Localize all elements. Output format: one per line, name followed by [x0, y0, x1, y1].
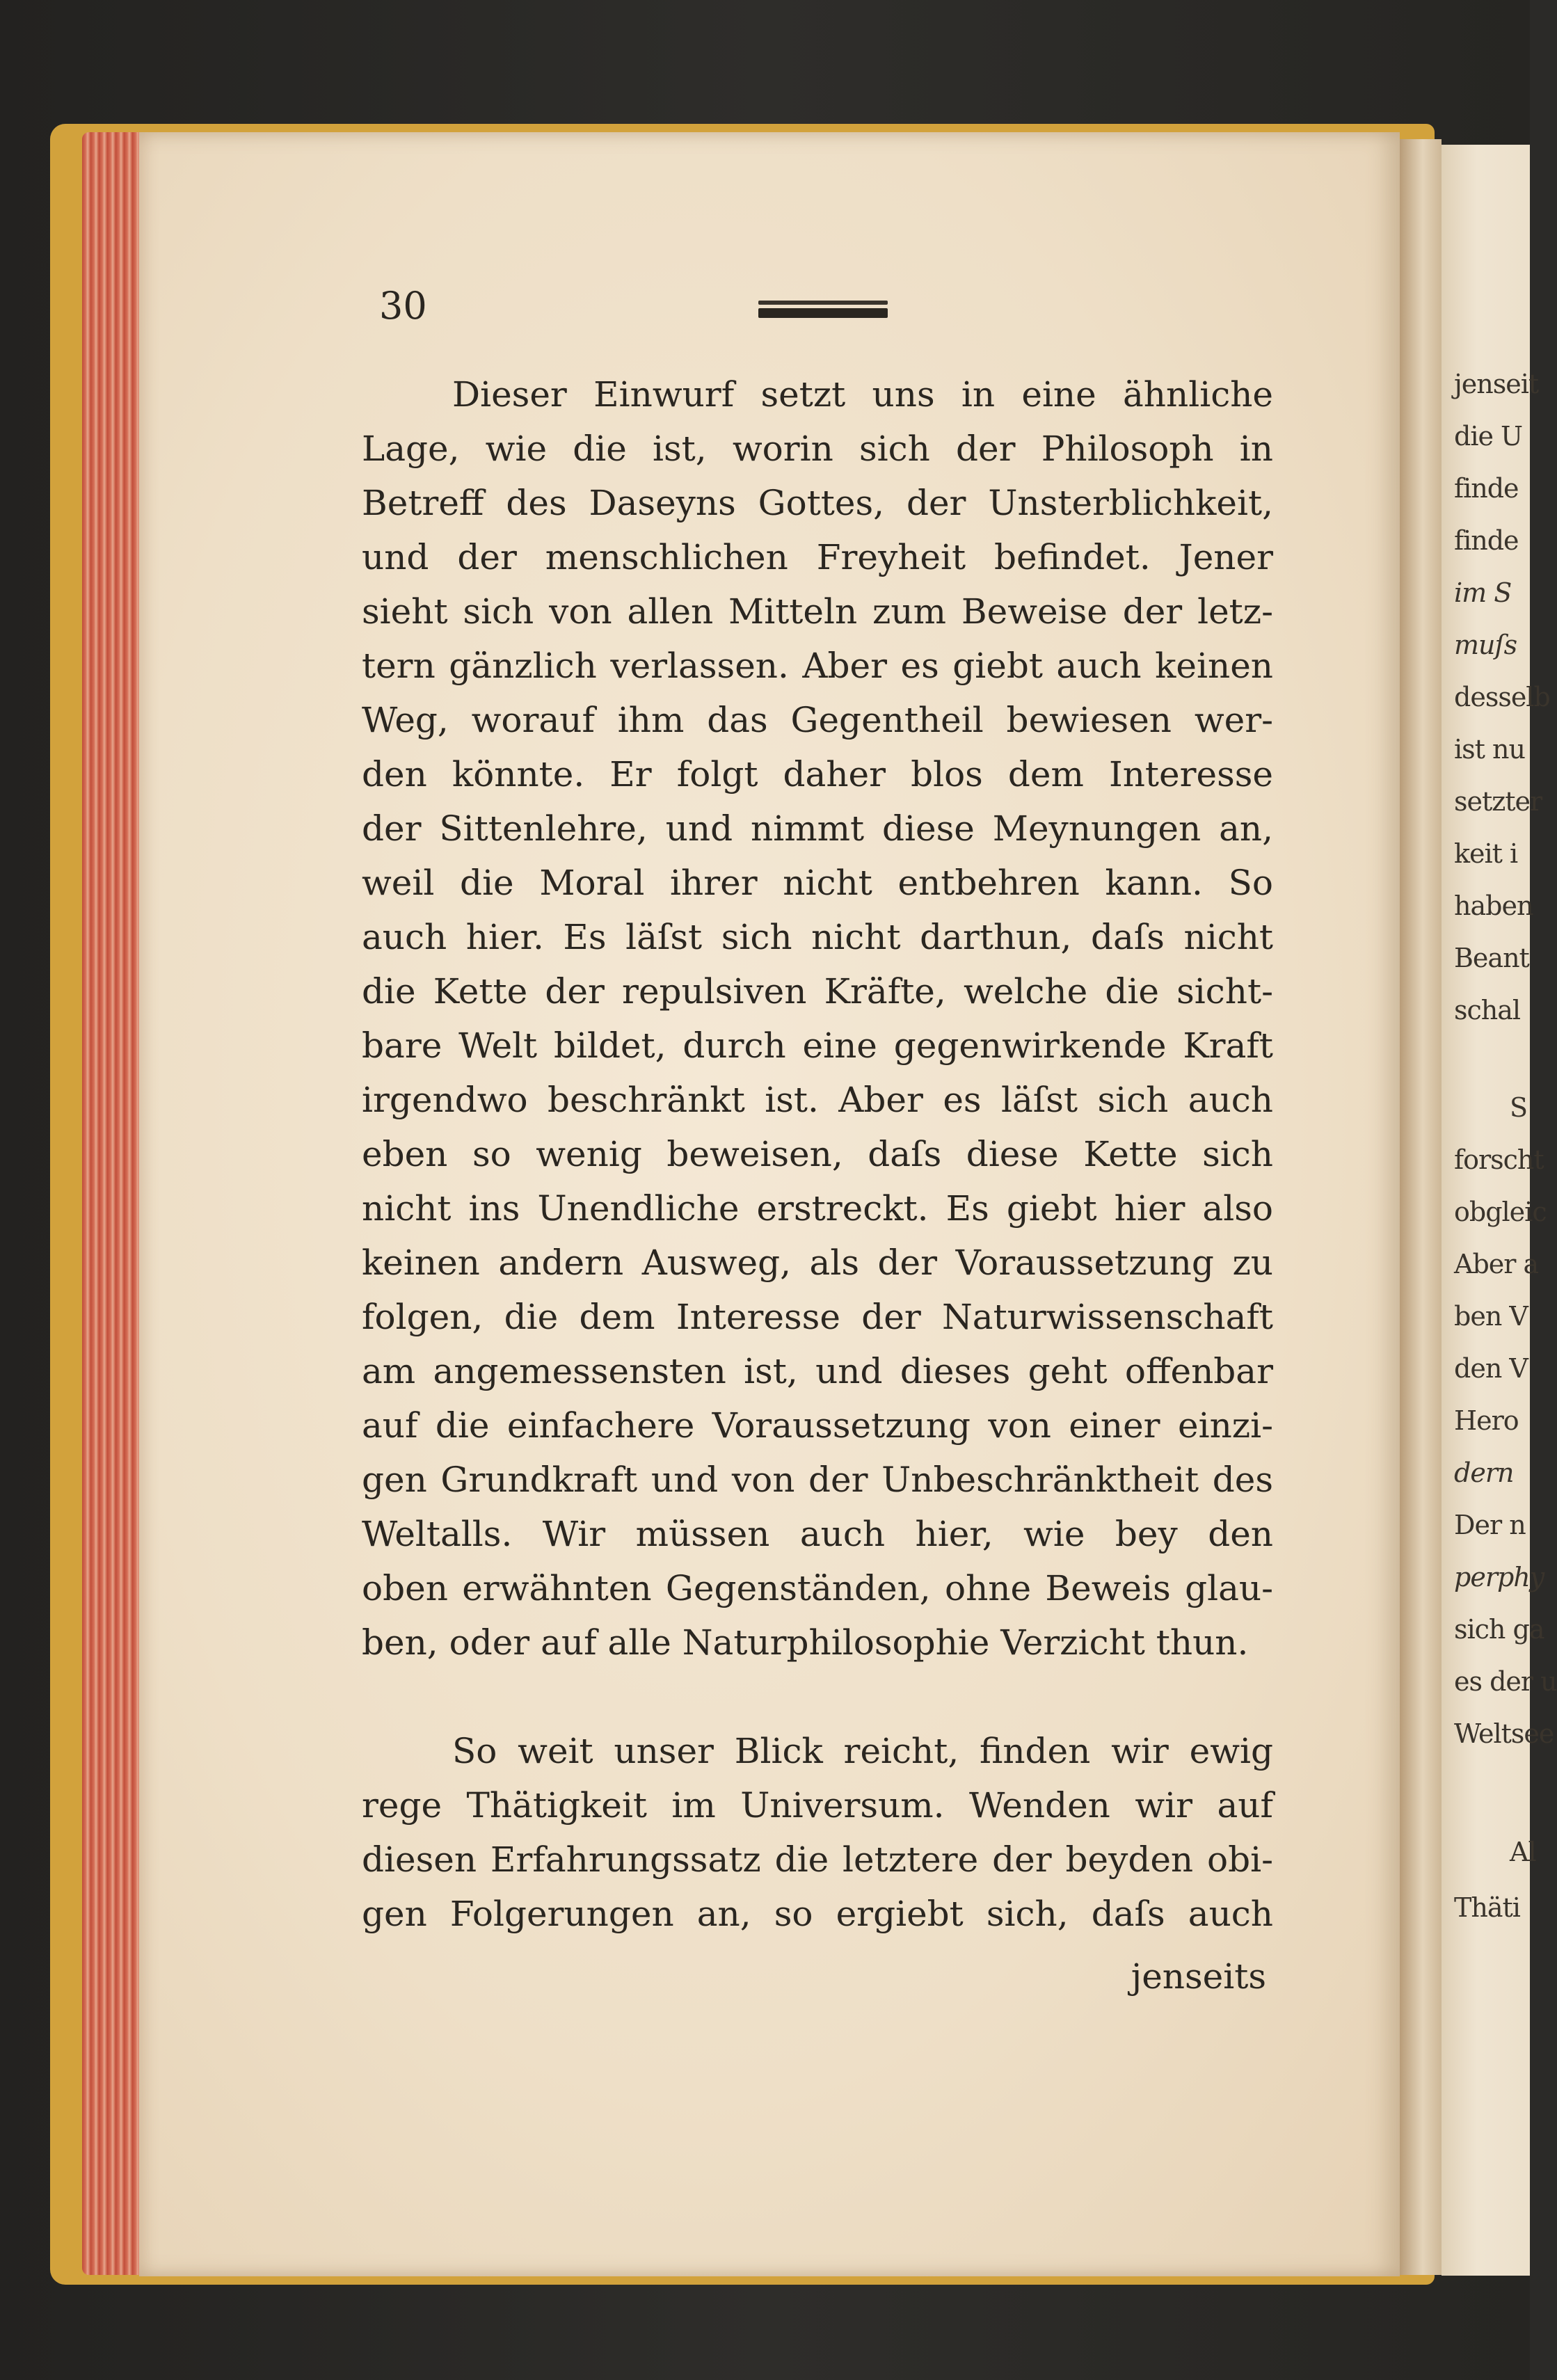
facing-page-line: Hero — [1454, 1405, 1519, 1436]
facing-page-line: setzter — [1454, 786, 1542, 817]
text-line: rege Thätigkeit im Universum. Wenden wir auf — [362, 1785, 1273, 1826]
facing-page-line: im S — [1454, 577, 1512, 608]
text-line: der Sittenlehre, und nimmt diese Meynungen an, — [362, 808, 1273, 849]
text-line: den könnte. Er folgt daher blos dem Interesse — [362, 754, 1273, 794]
text-line: und der menschlichen Freyheit befindet. Jener — [362, 537, 1273, 577]
catchword: jenseits — [1131, 1956, 1266, 1997]
facing-page-line: den V — [1454, 1353, 1528, 1384]
text-line: gen Grundkraft und von der Unbeschränktheit des — [362, 1460, 1273, 1500]
facing-page-line: sich ga — [1454, 1614, 1544, 1645]
text-line: ben, oder auf alle Naturphilosophie Verzicht thun. — [362, 1622, 1249, 1663]
facing-page-line: Weltsee — [1454, 1718, 1554, 1749]
facing-page-line: Thäti — [1454, 1892, 1520, 1923]
facing-page-line: perphy — [1454, 1562, 1544, 1592]
text-line: sieht sich von allen Mitteln zum Beweise der letz- — [362, 591, 1273, 632]
text-line: Weg, worauf ihm das Gegentheil bewiesen wer- — [362, 700, 1273, 740]
facing-page-line: forscht — [1454, 1144, 1544, 1175]
text-line: Dieser Einwurf setzt uns in eine ähnliche — [452, 374, 1273, 415]
paragraph-gap — [362, 1670, 1273, 1724]
text-line: weil die Moral ihrer nicht entbehren kann. So — [362, 863, 1273, 903]
text-line: am angemessensten ist, und dieses geht offenbar — [362, 1351, 1273, 1391]
text-line: Weltalls. Wir müssen auch hier, wie bey den — [362, 1514, 1273, 1554]
text-line: eben so wenig beweisen, daſs diese Kette sich — [362, 1134, 1273, 1174]
text-line: nicht ins Unendliche erstreckt. Es giebt hier also — [362, 1188, 1273, 1229]
facing-page-line: finde — [1454, 473, 1519, 504]
text-line: tern gänzlich verlassen. Aber es giebt auch keinen — [362, 646, 1273, 686]
facing-page-line: finde — [1454, 525, 1519, 556]
facing-page-line: ben V — [1454, 1301, 1528, 1332]
facing-page-line: haben — [1454, 890, 1533, 921]
facing-page-line: Beant — [1454, 943, 1529, 973]
text-line: bare Welt bildet, durch eine gegenwirkende Kraft — [362, 1025, 1273, 1066]
header-rule — [758, 301, 888, 319]
facing-page-line: desselb — [1454, 682, 1550, 712]
facing-page-line: S — [1510, 1092, 1528, 1123]
facing-page-line: ist nu — [1454, 734, 1525, 765]
text-line: auch hier. Es läſst sich nicht darthun, daſs nicht — [362, 917, 1273, 957]
text-line: folgen, die dem Interesse der Naturwissenschaft — [362, 1297, 1273, 1337]
facing-page-line: es der u — [1454, 1666, 1557, 1697]
text-line: So weit unser Blick reicht, finden wir ewig — [452, 1731, 1273, 1771]
body-text — [362, 367, 1273, 1941]
text-line: Lage, wie die ist, worin sich der Philosoph in — [362, 429, 1273, 469]
facing-page-line: keit i — [1454, 838, 1518, 869]
text-line: die Kette der repulsiven Kräfte, welche die sicht- — [362, 971, 1273, 1012]
text-line: irgendwo beschränkt ist. Aber es läſst sich auch — [362, 1080, 1273, 1120]
text-line: gen Folgerungen an, so ergiebt sich, daſs auch — [362, 1894, 1273, 1934]
facing-page-line: Der n — [1454, 1510, 1526, 1540]
text-line: auf die einfachere Voraussetzung von einer einzi- — [362, 1405, 1273, 1446]
text-line: diesen Erfahrungssatz die letztere der beyden obi- — [362, 1839, 1273, 1880]
facing-page-line: muſs — [1454, 630, 1517, 660]
book-gutter — [1400, 139, 1442, 2275]
facing-page-line: schal — [1454, 995, 1521, 1025]
facing-page-line: die U — [1454, 421, 1523, 452]
facing-page-line: Aber a — [1454, 1249, 1539, 1279]
page-number: 30 — [379, 284, 427, 328]
facing-page-line: dern — [1454, 1457, 1514, 1488]
facing-page-line: Al — [1510, 1837, 1536, 1867]
text-line: oben erwähnten Gegenständen, ohne Beweis glau- — [362, 1568, 1273, 1608]
text-line: keinen andern Ausweg, als der Voraussetzung zu — [362, 1243, 1273, 1283]
facing-page-line: jenseit — [1454, 369, 1539, 399]
text-line: Betreff des Daseyns Gottes, der Unsterblichkeit, — [362, 483, 1273, 523]
facing-page-line: obgleic — [1454, 1197, 1547, 1227]
